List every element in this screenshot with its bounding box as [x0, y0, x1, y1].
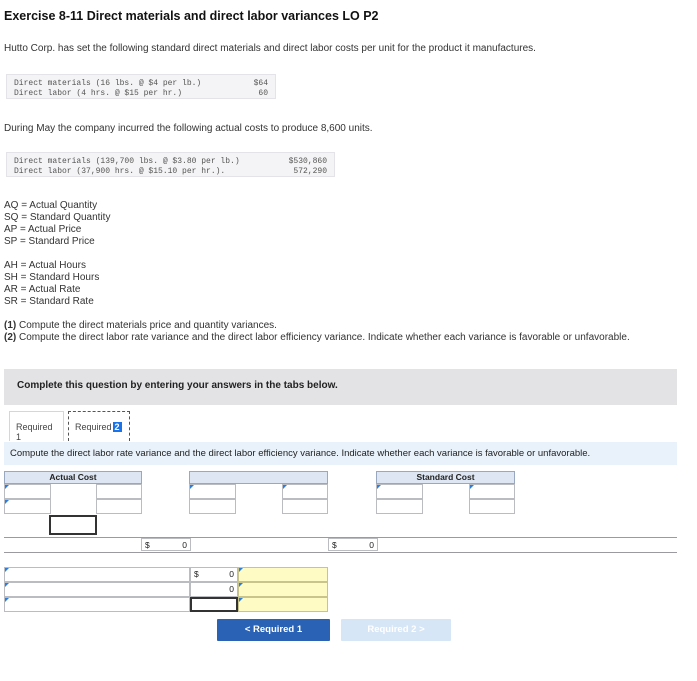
- standard-qty-input-2[interactable]: [376, 499, 423, 514]
- standard-costs-box: [6, 74, 276, 99]
- prev-required-button[interactable]: < Required 1: [217, 619, 330, 641]
- total-variance-amount-cell: [190, 597, 238, 612]
- intro-standard: Hutto Corp. has set the following standard direct materials and direct labor costs per unit for the product it manufactures.: [4, 43, 536, 54]
- actual-cost-amount: $530,860: [288, 157, 327, 166]
- exercise-title: Exercise 8-11 Direct materials and direct labor variances LO P2: [4, 9, 379, 23]
- actual-total-cell: [141, 538, 191, 551]
- middle-rate-input-2[interactable]: [282, 499, 328, 514]
- standard-cost-header: Standard Cost: [376, 471, 515, 484]
- instruction-part-1: (1) Compute the direct materials price and quantity variances.: [4, 320, 277, 331]
- actual-total-value: 0: [182, 540, 187, 550]
- abbr-item: SR = Standard Rate: [4, 296, 94, 307]
- middle-qty-input[interactable]: [189, 484, 236, 499]
- middle-qty-input-2[interactable]: [189, 499, 236, 514]
- tab-required-2[interactable]: Required 2: [68, 411, 130, 441]
- variance-amount-cell-1: [190, 567, 238, 582]
- variance-label-input-1[interactable]: [4, 567, 190, 582]
- actual-rate-input-2[interactable]: [96, 499, 142, 514]
- abbr-item: SH = Standard Hours: [4, 272, 100, 283]
- standard-total-value: 0: [369, 540, 374, 550]
- variance-type-select-1[interactable]: [238, 567, 328, 582]
- abbreviations-labor: [4, 260, 99, 308]
- middle-rate-input[interactable]: [282, 484, 328, 499]
- standard-qty-input[interactable]: [376, 484, 423, 499]
- variance-amount-2: 0: [229, 584, 234, 594]
- currency-symbol: $: [145, 540, 150, 550]
- standard-rate-input[interactable]: [469, 484, 515, 499]
- variance-amount-cell-2: [190, 582, 238, 597]
- standard-total-cell: [328, 538, 378, 551]
- total-variance-type-select[interactable]: [238, 597, 328, 612]
- abbr-item: AH = Actual Hours: [4, 260, 86, 271]
- actual-rate-input[interactable]: [96, 484, 142, 499]
- currency-symbol: $: [194, 569, 199, 579]
- variance-amount-1: 0: [229, 569, 234, 579]
- actual-cost-row: Direct labor (37,900 hrs. @ $15.10 per hr.).: [14, 167, 226, 176]
- total-variance-label-input[interactable]: [4, 597, 190, 612]
- actual-cost-header: Actual Cost: [4, 471, 142, 484]
- next-required-button[interactable]: Required 2 >: [341, 619, 451, 641]
- actual-cost-row: Direct materials (139,700 lbs. @ $3.80 per lb.): [14, 157, 240, 166]
- actual-qty-input[interactable]: [4, 484, 51, 499]
- standard-cost-row: Direct labor (4 hrs. @ $15 per hr.): [14, 89, 183, 98]
- actual-operator-input[interactable]: [49, 515, 97, 535]
- currency-symbol: $: [332, 540, 337, 550]
- question-instructions: [4, 320, 684, 344]
- intro-actual: During May the company incurred the following actual costs to produce 8,600 units.: [4, 123, 373, 134]
- variance-type-select-2[interactable]: [238, 582, 328, 597]
- actual-costs-box: [6, 152, 335, 177]
- standard-cost-amount: $64: [253, 79, 268, 88]
- abbr-item: SP = Standard Price: [4, 236, 95, 247]
- actual-qty-input-2[interactable]: [4, 499, 51, 514]
- tab-required-1[interactable]: Required 1: [9, 411, 64, 441]
- abbreviations-materials: [4, 200, 110, 248]
- standard-cost-row: Direct materials (16 lbs. @ $4 per lb.): [14, 79, 202, 88]
- actual-cost-amount: 572,290: [293, 167, 327, 176]
- abbr-item: AR = Actual Rate: [4, 284, 81, 295]
- abbr-item: AQ = Actual Quantity: [4, 200, 98, 211]
- answer-banner: Complete this question by entering your answers in the tabs below.: [4, 369, 677, 405]
- table-separator: [4, 552, 677, 553]
- instruction-part-2: (2) Compute the direct labor rate variance and the direct labor efficiency variance. Indicate whether each variance is favorable or unfavorable.: [4, 332, 630, 343]
- abbr-item: AP = Actual Price: [4, 224, 82, 235]
- standard-rate-input-2[interactable]: [469, 499, 515, 514]
- abbr-item: SQ = Standard Quantity: [4, 212, 111, 223]
- standard-cost-amount: 60: [258, 89, 268, 98]
- middle-cost-header: [189, 471, 328, 484]
- variance-label-input-2[interactable]: [4, 582, 190, 597]
- tab-instruction: Compute the direct labor rate variance and the direct labor efficiency variance. Indicate whether each variance is favorable or unfavorable.: [4, 442, 677, 465]
